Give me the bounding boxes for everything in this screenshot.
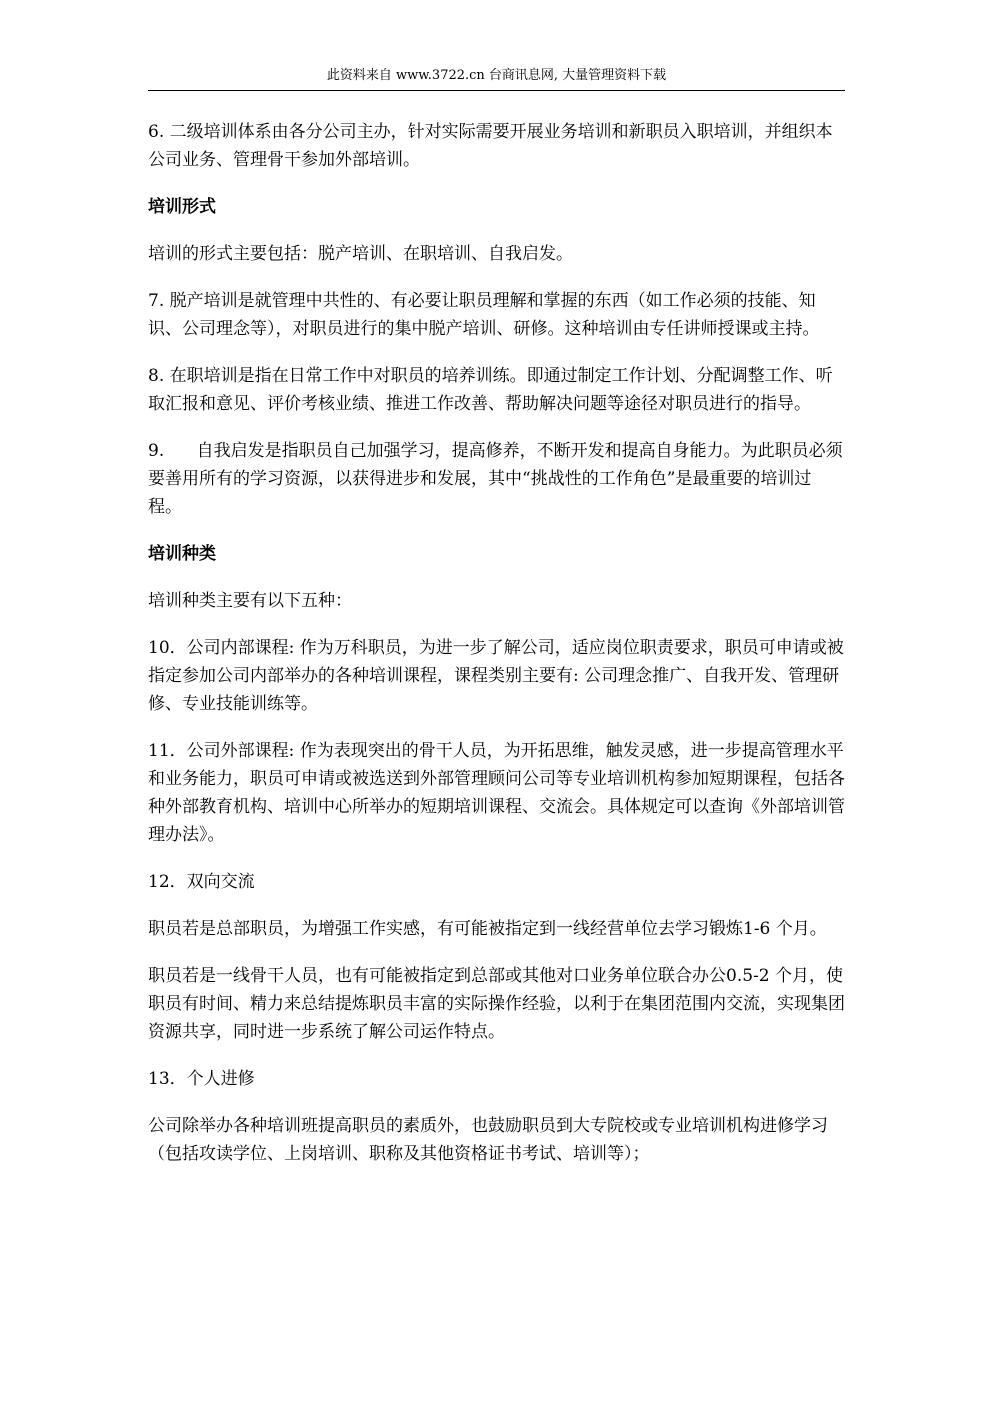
- paragraph-item-10: 10．公司内部课程: 作为万科职员，为进一步了解公司，适应岗位职责要求，职员可申请或被指定参加公司内部举办的各种培训课程，课程类别主要有: 公司理念推广、自我开发、管理研修、专业技能训练等。: [148, 638, 844, 714]
- section-heading-training-forms: 培训形式: [148, 197, 216, 217]
- paragraph-item-12-title: 12．双向交流: [148, 872, 255, 892]
- paragraph-item-11: 11．公司外部课程: 作为表现突出的骨干人员，为开拓思维，触发灵感，进一步提高管理水平和业务能力，职员可申请或被选送到外部管理顾问公司等专业培训机构参加短期课程，包括各种外部教育机构、培训中心所举办的短期培训课程、交流会。具体规定可以查询《外部培训管理办法》。: [148, 741, 845, 845]
- paragraph-exchange-hq: 职员若是总部职员，为增强工作实感，有可能被指定到一线经营单位去学习锻炼1-6 个月。: [148, 919, 827, 939]
- paragraph-item-6: 6. 二级培训体系由各分公司主办，针对实际需要开展业务培训和新职员入职培训，并组织本公司业务、管理骨干参加外部培训。: [148, 122, 833, 170]
- paragraph-item-8: 8. 在职培训是指在日常工作中对职员的培养训练。即通过制定工作计划、分配调整工作、听取汇报和意见、评价考核业绩、推进工作改善、帮助解决问题等途径对职员进行的指导。: [148, 366, 833, 414]
- document-body: [148, 118, 845, 1187]
- paragraph-forms-intro: 培训的形式主要包括：脱产培训、在职培训、自我启发。: [148, 244, 573, 264]
- paragraph-item-7: 7. 脱产培训是就管理中共性的、有必要让职员理解和掌握的东西（如工作必须的技能、知识、公司理念等），对职员进行的集中脱产培训、研修。这种培训由专任讲师授课或主持。: [148, 291, 820, 339]
- section-heading-training-types: 培训种类: [148, 544, 216, 564]
- page-header: 此资料来自 www.3722.cn 台商讯息网, 大量管理资料下载: [148, 64, 845, 91]
- paragraph-item-9: 9. 自我启发是指职员自己加强学习，提高修养，不断开发和提高自身能力。为此职员必须要善用所有的学习资源，以获得进步和发展，其中“挑战性的工作角色”是最重要的培训过程。: [148, 441, 843, 517]
- paragraph-types-intro: 培训种类主要有以下五种：: [148, 591, 352, 611]
- paragraph-item-13-title: 13．个人进修: [148, 1069, 255, 1089]
- paragraph-exchange-frontline: 职员若是一线骨干人员，也有可能被指定到总部或其他对口业务单位联合办公0.5-2 个月，使职员有时间、精力来总结提炼职员丰富的实际操作经验，以利于在集团范围内交流，实现集团资源共享，同时进一步系统了解公司运作特点。: [148, 966, 845, 1042]
- paragraph-personal-study: 公司除举办各种培训班提高职员的素质外，也鼓励职员到大专院校或专业培训机构进修学习（包括攻读学位、上岗培训、职称及其他资格证书考试、培训等）；: [148, 1116, 828, 1164]
